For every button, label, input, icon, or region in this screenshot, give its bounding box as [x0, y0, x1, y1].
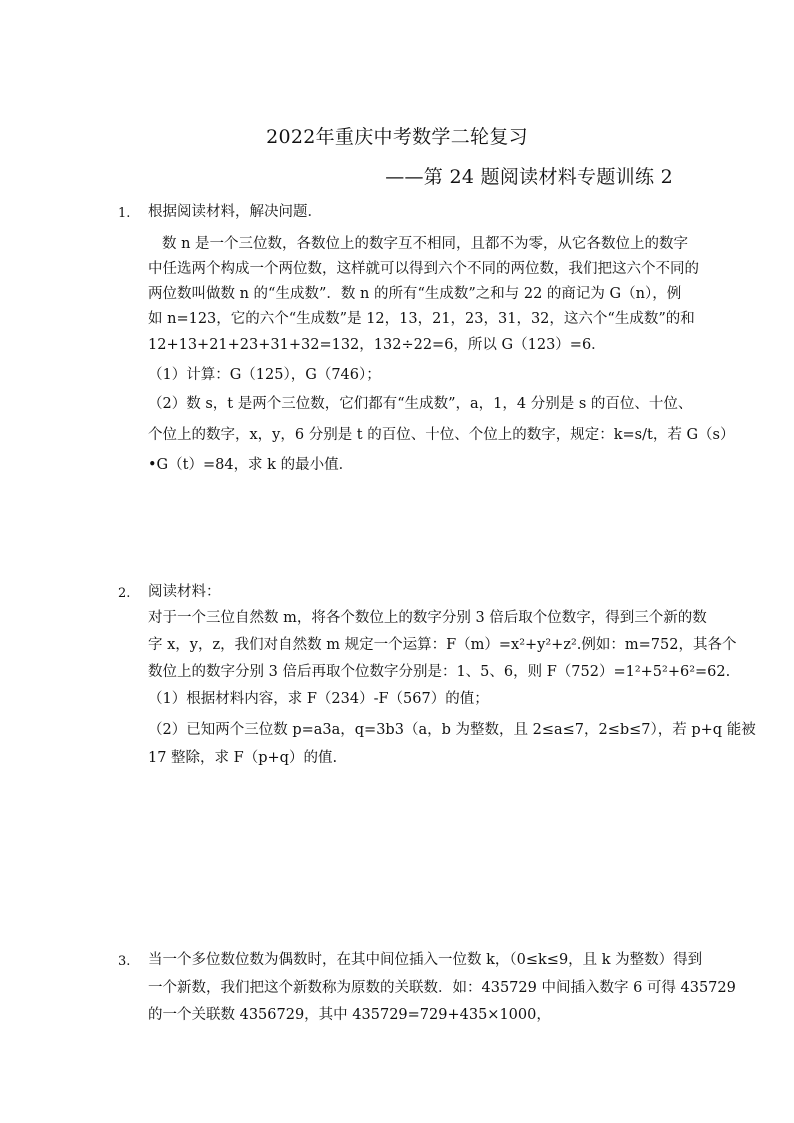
problem-line: 中任选两个构成一个两位数，这样就可以得到六个不同的两位数，我们把这六个不同的 — [148, 261, 699, 277]
problem-line: 字 x，y，z，我们对自然数 m 规定一个运算：F（m）=x²+y²+z².例如：m=752，其各个 — [148, 637, 737, 653]
problem-number: 2. — [118, 586, 131, 601]
problem-line: 数位上的数字分别 3 倍后再取个位数字分别是：1、5、6，则 F（752）=1²+5²+6²=62. — [148, 664, 731, 680]
document-title: 2022年重庆中考数学二轮复习 — [266, 126, 528, 148]
sub-question: （2）数 s，t 是两个三位数，它们都有“生成数”，a，1，4 分别是 s 的百位、十位、 — [148, 396, 693, 412]
problem-line: 如 n=123，它的六个“生成数”是 12，13，21，23，31，32，这六个“生成数”的和 — [148, 311, 695, 327]
problem-line: •G（t）=84，求 k 的最小值． — [148, 457, 354, 473]
problem-number: 3. — [118, 954, 131, 969]
problem-line: 阅读材料： — [148, 584, 221, 600]
problem-line: 的一个关联数 4356729，其中 435729=729+435×1000， — [148, 1007, 551, 1023]
sub-question: （1）根据材料内容，求 F（234）-F（567）的值； — [148, 691, 489, 707]
problem-line: 17 整除，求 F（p+q）的值. — [148, 750, 338, 766]
problem-line: 12+13+21+23+31+32=132，132÷22=6，所以 G（123）=6． — [148, 337, 606, 353]
problem-line: 当一个多位数位数为偶数时，在其中间位插入一位数 k，（0≤k≤9，且 k 为整数）得到 — [148, 952, 703, 968]
problem-line: 个位上的数字，x，y，6 分别是 t 的百位、十位、个位上的数字，规定：k=s/t，若 G（s） — [148, 427, 735, 443]
problem-line: 根据阅读材料，解决问题． — [148, 204, 322, 220]
problem-line: 数 n 是一个三位数，各数位上的数字互不相同，且都不为零，从它各数位上的数字 — [162, 236, 689, 252]
problem-line: 一个新数，我们把这个新数称为原数的关联数．如：435729 中间插入数字 6 可得 435729 — [148, 980, 736, 996]
problem-line: 两位数叫做数 n 的“生成数”．数 n 的所有“生成数”之和与 22 的商记为 G（n），例 — [148, 286, 682, 302]
sub-question: （1）计算：G（125），G（746）； — [148, 367, 381, 383]
problem-line: 对于一个三位自然数 m，将各个数位上的数字分别 3 倍后取个位数字，得到三个新的数 — [148, 610, 707, 626]
sub-question: （2）已知两个三位数 p=a3a，q=3b3（a，b 为整数，且 2≤a≤7，2≤b≤7），若 p+q 能被 — [148, 722, 756, 738]
problem-number: 1. — [118, 206, 131, 221]
document-subtitle: ——第 24 题阅读材料专题训练 2 — [385, 166, 673, 188]
